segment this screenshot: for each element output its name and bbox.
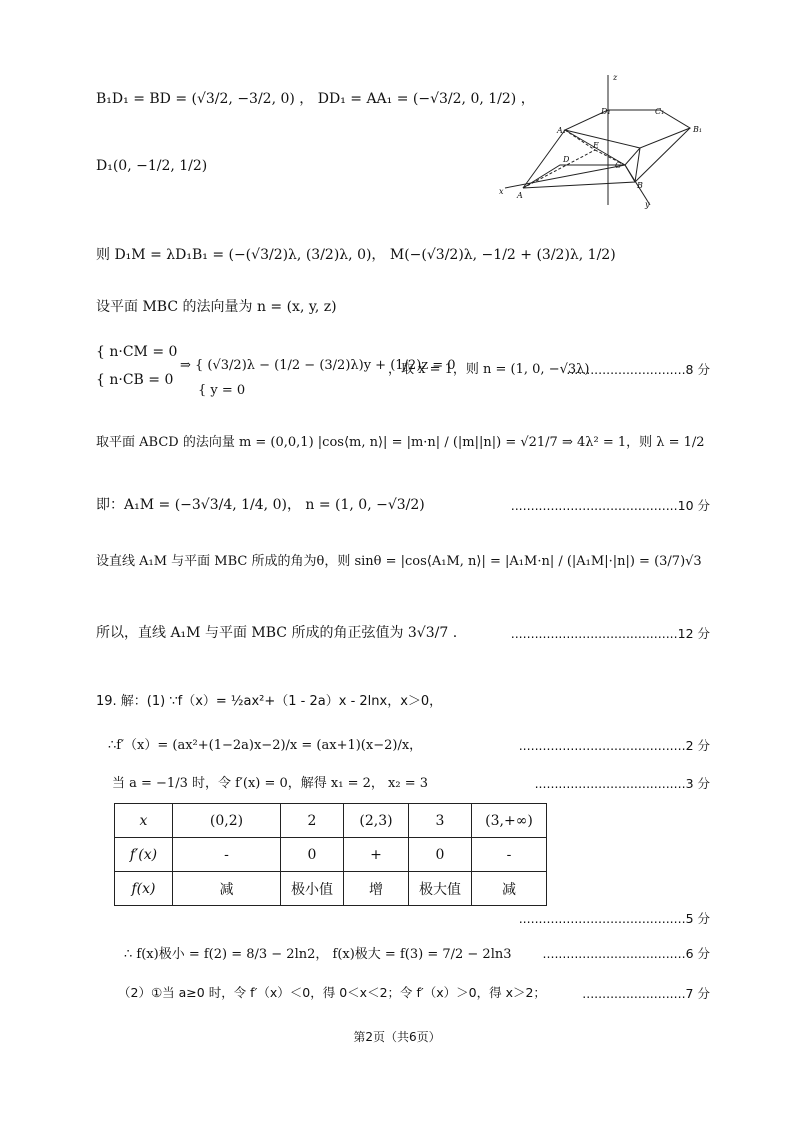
table-cell: (0,2) [173,804,281,838]
score-5: ..........................................5 分 [518,911,710,926]
label-z: z [613,73,618,82]
label-x: x [499,187,504,196]
system-eq-1: { n·CM = 0 [96,344,178,360]
vector-equation-line-1: B₁D₁ = BD = (√3/2, −3/2, 0) ， DD₁ = AA₁ = (−√3/2, 0, 1/2) ， [96,91,535,107]
table-cell: f′(x) [115,838,173,872]
score-3: ......................................3 分 [534,776,710,791]
label-b: B [637,181,643,190]
label-c: C [615,161,622,170]
point-d1-line: D₁(0, −1/2, 1/2) [96,158,208,174]
table-cell: 减 [472,872,547,906]
label-c1: C₁ [655,107,665,116]
prism-figure [495,70,710,210]
extrema-line: ∴ f(x)极小 = f(2) = 8/3 − 2ln2， f(x)极大 = f(3) = 7/2 − 2ln3 [124,947,512,962]
table-cell: 极大值 [409,872,472,906]
label-e: E [593,141,599,150]
table-cell: (2,3) [344,804,409,838]
x-axis-line [505,165,625,188]
table-cell: 0 [409,838,472,872]
q19-heading: 19. 解：(1) ∵f（x）= ½ax²+（1 - 2a）x - 2lnx，x＞0， [96,694,443,709]
score-2: ..........................................2 分 [518,738,710,753]
table-cell: x [115,804,173,838]
system-eq-2: { n·CB = 0 [96,372,174,388]
table-cell: 3 [409,804,472,838]
monotonicity-table [114,803,547,906]
edge-bb1 [635,128,690,182]
table-cell: 减 [173,872,281,906]
system-derivation: ⇒ { (√3/2)λ − (1/2 − (3/2)λ)y + (1/2)z = 0 [180,358,456,373]
critical-points-line: 当 a = −1/3 时，令 f′(x) = 0，解得 x₁ = 2， x₂ = 3 [112,776,428,791]
label-d1: D₁ [601,107,611,116]
table-cell: (3,+∞) [472,804,547,838]
table-cell: 2 [281,804,344,838]
score-12: ..........................................12 分 [510,626,710,641]
derivative-line: ∴f′（x）= (ax²+(1−2a)x−2)/x = (ax+1)(x−2)/x， [108,738,423,753]
table-row [115,838,547,872]
system-y-zero: { y = 0 [198,383,246,398]
point-m-line: 则 D₁M = λD₁B₁ = (−(√3/2)λ, (3/2)λ, 0)， M(−(√3/2)λ, −1/2 + (3/2)λ, 1/2) [96,247,616,263]
page-footer: 第2页（共6页） [353,1030,441,1044]
table-cell: f(x) [115,872,173,906]
score-8: ..............................8 分 [566,362,710,377]
edge-aa1 [523,130,565,188]
score-10: ..........................................10 分 [510,498,710,513]
score-7: ..........................7 分 [582,986,710,1001]
a1m-vector-line: 即：A₁M = (−3√3/4, 1/4, 0)， n = (1, 0, −√3/2) [96,497,425,513]
table-cell: - [472,838,547,872]
table-cell: 0 [281,838,344,872]
score-6: ....................................6 分 [542,946,710,961]
label-a1: A₁ [557,126,566,135]
normal-n-result: ，取 x = 1，则 n = (1, 0, −√3λ) [388,362,590,377]
table-cell: 极小值 [281,872,344,906]
label-a: A [517,191,523,200]
sin-theta-line: 设直线 A₁M 与平面 MBC 所成的角为θ，则 sinθ = |cos⟨A₁M, n⟩| = |A₁M·n| / (|A₁M|·|n|) = (3/7)√3 [96,554,702,569]
table-cell: 增 [344,872,409,906]
normal-vector-setup: 设平面 MBC 的法向量为 n = (x, y, z) [96,299,337,315]
table-cell: + [344,838,409,872]
label-d: D [563,155,570,164]
table-cell: - [173,838,281,872]
prism-diagram [495,70,710,210]
table-row [115,872,547,906]
part2-line: （2）①当 a≥0 时，令 f′（x）＜0，得 0＜x＜2；令 f′（x）＞0，得 x＞2； [118,985,546,1000]
label-b1: B₁ [693,125,703,134]
table-row [115,804,547,838]
label-y: y [645,200,650,209]
cos-angle-line: 取平面 ABCD 的法向量 m = (0,0,1) |cos⟨m, n⟩| = |m·n| / (|m||n|) = √21/7 ⇒ 4λ² = 1，则 λ = 1/2 [96,435,705,450]
conclusion-line: 所以，直线 A₁M 与平面 MBC 所成的角正弦值为 3√3/7 . [96,625,458,641]
